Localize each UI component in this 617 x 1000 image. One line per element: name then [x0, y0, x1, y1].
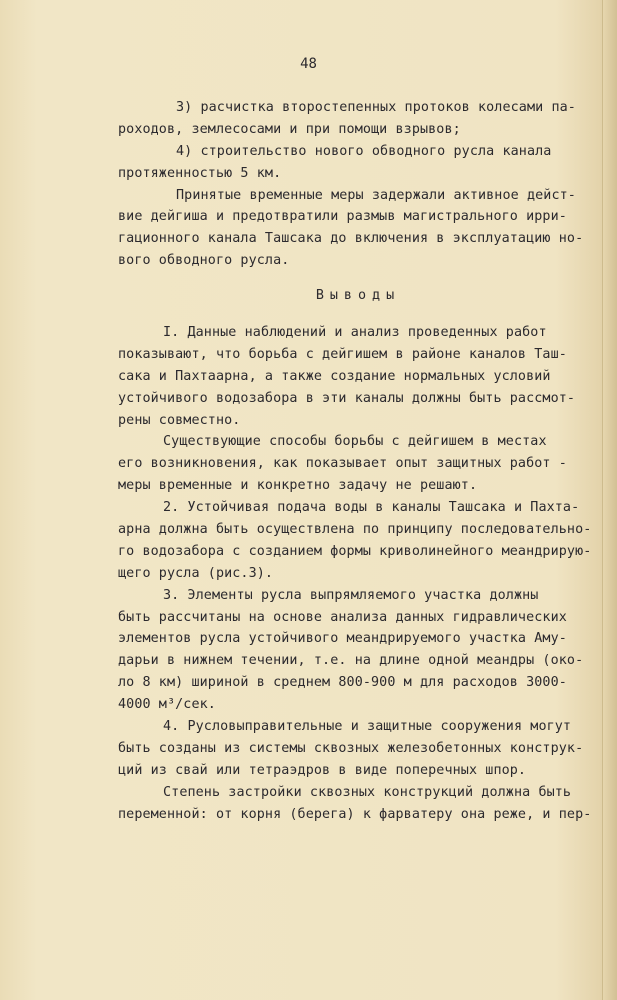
page-edge	[602, 0, 617, 1000]
text-line: вие дейгиша и предотвратили размыв магистрального ирри-	[118, 209, 567, 225]
text-line: 4) строительство нового обводного русла канала	[176, 143, 552, 159]
text-line: элементов русла устойчивого меандрируемого участка Аму-	[118, 631, 567, 647]
text-line: сака и Пахтаарна, а также создание нормальных условий	[118, 368, 551, 384]
text-line: щего русла (рис.3).	[118, 565, 274, 581]
text-line: Существующие способы борьбы с дейгишем в местах	[163, 434, 547, 450]
text-line: рены совместно.	[118, 412, 241, 428]
text-line: роходов, землесосами и при помощи взрывов;	[118, 121, 461, 137]
text-line: 4. Русловыправительные и защитные сооружения могут	[163, 719, 572, 735]
text-line: 3) расчистка второстепенных протоков колесами па-	[176, 100, 576, 115]
text-line: арна должна быть осуществлена по принципу последовательно-	[118, 522, 592, 538]
text-line: Степень застройки сквозных конструкций должна быть	[163, 784, 572, 800]
text-line: го водозабора с созданием формы криволинейного меандрирую-	[118, 543, 592, 559]
text-line: показывают, что борьба с дейгишем в районе каналов Таш-	[118, 346, 567, 362]
body-text	[118, 97, 592, 826]
text-line: протяженностью 5 км.	[118, 165, 282, 181]
text-line: Принятые временные меры задержали активное дейст-	[176, 187, 576, 203]
page-number: 48	[300, 56, 317, 72]
text-line: вого обводного русла.	[118, 253, 290, 269]
text-line: быть созданы из системы сквозных железобетонных конструк-	[118, 740, 584, 756]
text-line: дарьи в нижнем течении, т.е. на длине одной меандры (око-	[118, 653, 584, 669]
text-line: гационного канала Ташсака до включения в эксплуатацию но-	[118, 231, 584, 247]
text-line: переменной: от корня (берега) к фарватеру она реже, и пер-	[118, 806, 592, 822]
text-line: 4000 м³/сек.	[118, 697, 216, 713]
text-line: 2. Устойчивая подача воды в каналы Ташсака и Пахта-	[163, 500, 580, 516]
section-heading: Выводы	[315, 288, 401, 304]
text-line: 3. Элементы русла выпрямляемого участка должны	[163, 587, 539, 603]
text-line: ло 8 км) шириной в среднем 800-900 м для расходов 3000-	[118, 675, 567, 691]
text-line: ций из свай или тетраэдров в виде поперечных шпор.	[118, 762, 527, 778]
text-line: I. Данные наблюдений и анализ проведенных работ	[163, 325, 547, 341]
text-line: устойчивого водозабора в эти каналы должны быть рассмот-	[118, 390, 576, 406]
text-line: меры временные и конкретно задачу не решают.	[118, 478, 478, 494]
text-line: быть рассчитаны на основе анализа данных гидравлических	[118, 609, 567, 625]
text-line: его возникновения, как показывает опыт защитных работ -	[118, 456, 567, 472]
